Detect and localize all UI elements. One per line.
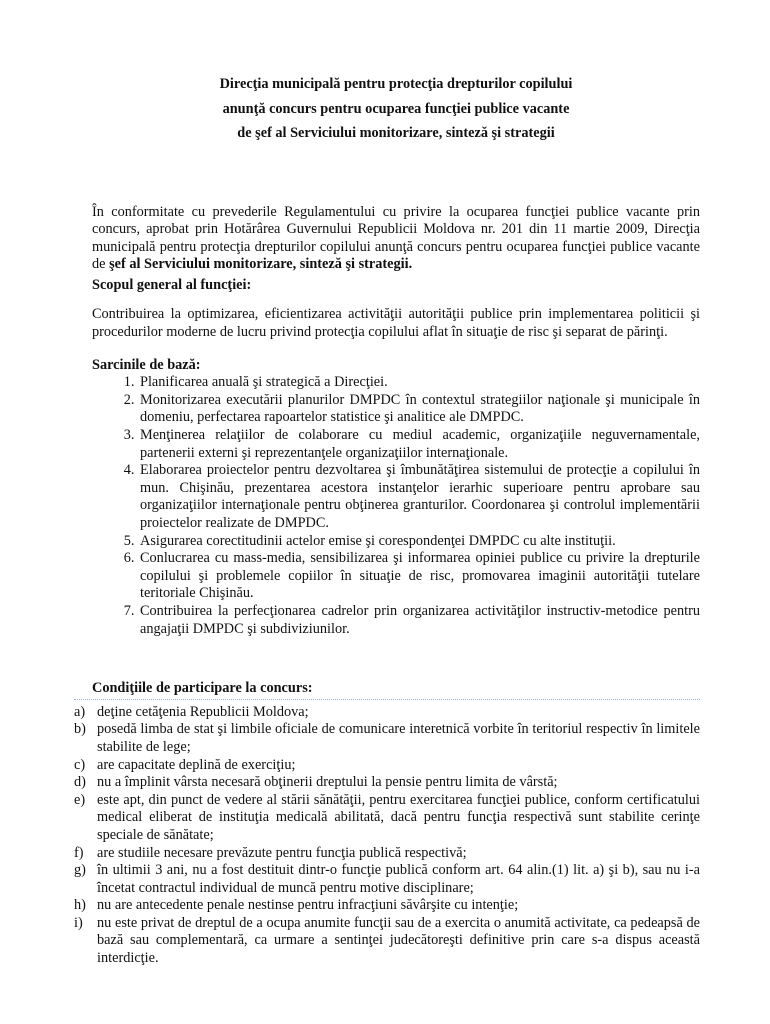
condition-item	[74, 774, 700, 792]
task-item: 6. Conlucrarea cu mass-media, sensibilizarea şi informarea opiniei publice cu privire la drepturile copilului şi problemele copiilor în situaţie de risc, promovarea imaginii autorităţii tutelare teritoriale Chişinău.	[138, 550, 700, 603]
condition-text: nu a împlinit vârsta necesară obţinerii dreptului la pensie pentru limita de vârstă;	[97, 774, 558, 791]
conditions-heading: Condiţiile de participare la concurs:	[92, 680, 313, 697]
intro-bold-position: şef al Serviciului monitorizare, sinteză şi strategii.	[109, 256, 413, 273]
condition-item	[74, 721, 700, 756]
task-item: 1. Planificarea anuală şi strategică a Direcţiei.	[138, 374, 700, 392]
tasks-list	[92, 374, 700, 638]
condition-text: nu are antecedente penale nestinse pentru infracţiuni săvârşite cu intenţie;	[97, 897, 519, 914]
tasks-heading: Sarcinile de bază:	[92, 356, 201, 373]
condition-item	[74, 704, 700, 722]
title-line-1: Direcţia municipală pentru protecţia drepturilor copilului	[219, 76, 573, 92]
task-item: 4. Elaborarea proiectelor pentru dezvoltarea şi îmbunătăţirea sistemului de protecţie a copilului în mun. Chişinău, prezentarea acestora instanţelor ierarhic superioare pentru aprobare sau organizaţiilor internaţionale pentru obţinerea granturilor. Coordonarea şi controlul implementării proiectelor realizate de DMPDC.	[138, 462, 700, 532]
intro-paragraph	[92, 204, 700, 274]
title-line-2: anunţă concurs pentru ocuparea funcţiei publice vacante	[222, 100, 570, 117]
condition-marker: b)	[74, 721, 86, 738]
condition-item	[74, 792, 700, 845]
condition-item	[74, 897, 700, 915]
condition-marker: c)	[74, 756, 86, 773]
condition-item	[74, 845, 700, 863]
condition-text: posedă limba de stat şi limbile oficiale de comunicare interetnică vorbite în teritoriul respectiv în limitele stabilite de lege;	[97, 721, 700, 755]
condition-text: este apt, din punct de vedere al stării sănătăţii, pentru exercitarea funcţiei publice, conform certificatului medical eliberat de instituţia medicală abilitată, dacă pentru funcţia respectivă sunt stabilite cerinţe speciale de sănătate;	[97, 791, 700, 843]
heading-divider	[74, 699, 700, 700]
conditions-section	[74, 680, 700, 968]
scope-heading: Scopul general al funcţiei:	[92, 276, 252, 293]
condition-marker: a)	[74, 703, 86, 720]
task-item: 5. Asigurarea corectitudinii actelor emise şi corespondenţei DMPDC cu alte instituţii.	[138, 533, 700, 551]
condition-text: are capacitate deplină de exerciţiu;	[97, 756, 296, 773]
condition-text: deţine cetăţenia Republicii Moldova;	[97, 703, 309, 720]
condition-text: are studiile necesare prevăzute pentru funcţia publică respectivă;	[97, 844, 467, 861]
condition-marker: g)	[74, 862, 86, 879]
condition-marker: e)	[74, 791, 86, 808]
intro-text: În conformitate cu prevederile Regulamentului cu privire la ocuparea funcţiei publice vacante prin concurs, aprobat prin Hotărârea Guvernului Republicii Moldova nr. 201 din 11 martie 2009, Direcţia municipală pentru protecţia drepturilor copilului anunţă concurs pentru ocuparea funcţiei publice vacante de	[92, 203, 700, 273]
condition-marker: i)	[74, 914, 83, 931]
conditions-list	[74, 704, 700, 968]
condition-item	[74, 915, 700, 968]
document-title	[92, 72, 700, 146]
title-line-3: de şef al Serviciului monitorizare, sinteză şi strategii	[237, 125, 555, 141]
condition-marker: f)	[74, 844, 84, 861]
condition-item	[74, 757, 700, 775]
task-item: 3. Menţinerea relaţiilor de colaborare cu mediul academic, organizaţiile neguvernamentale, partenerii externi şi reprezentanţele organizaţiilor internaţionale.	[138, 427, 700, 462]
task-item: 2. Monitorizarea executării planurilor DMPDC în contextul strategiilor naţionale şi municipale în domeniu, perfectarea rapoartelor statistice şi analitice ale DMPDC.	[138, 392, 700, 427]
condition-text: în ultimii 3 ani, nu a fost destituit dintr-o funcţie publică conform art. 64 alin.(1) lit. a) şi b), sau nu i-a încetat contractul individual de muncă pentru motive disciplinare;	[97, 862, 700, 896]
condition-marker: h)	[74, 897, 86, 914]
task-item: 7. Contribuirea la perfecţionarea cadrelor prin organizarea activităţilor instructiv-metodice pentru angajaţii DMPDC şi subdiviziunilor.	[138, 603, 700, 638]
condition-text: nu este privat de dreptul de a ocupa anumite funcţii sau de a exercita o anumită activitate, ca pedeapsă de bază sau complementară, ca urmare a sentinţei judecătoreşti definitive prin care s-a dispus această interdicţie.	[97, 914, 700, 967]
condition-marker: d)	[74, 774, 86, 791]
condition-item	[74, 862, 700, 897]
scope-paragraph: Contribuirea la optimizarea, eficientizarea activităţii autorităţii publice prin implementarea politicii şi procedurilor moderne de lucru privind protecţia copilului aflat în situaţie de risc şi separat de părinţi.	[92, 306, 700, 341]
